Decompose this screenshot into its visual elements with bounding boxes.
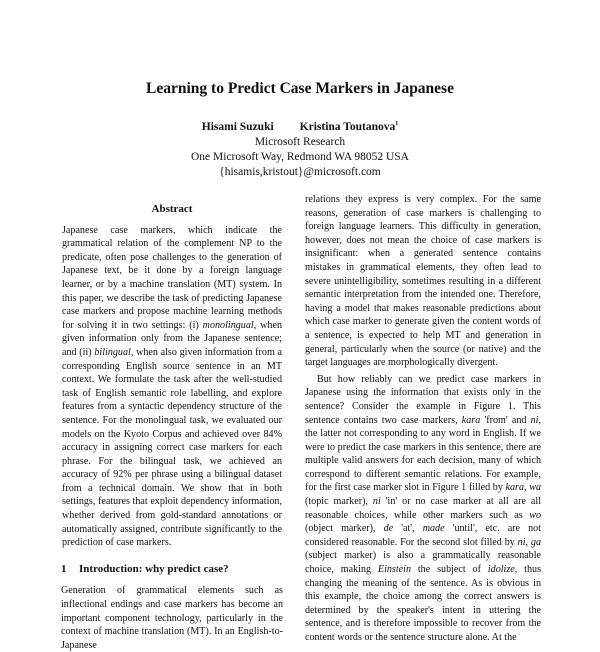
author-names bbox=[0, 117, 600, 135]
email: {hisamis,kristout}@microsoft.com bbox=[219, 165, 381, 178]
left-column bbox=[61, 203, 283, 652]
body-paragraph: relations they express is very complex. For the same reasons, generation of case markers is challenging to foreign language learners. This difficulty in generation, however, does not mean the choice of case markers is insignificant: when a generated sentence contains mistakes in grammatical elements, they often lead to severe unintelligibility, sometimes resulting in a different semantic interpretation from the intended one. Therefore, having a model that makes reasonable predictions about which case marker to generate given the content words of a sentence, is expected to help MT and generation in general, particularly when the source (or native) and the target languages are morphologically divergent. bbox=[305, 194, 541, 369]
author-name: Kristina Toutanova bbox=[299, 120, 396, 133]
section-number: 1 bbox=[61, 562, 67, 575]
author-block bbox=[0, 117, 600, 180]
affiliation: Microsoft Research bbox=[254, 135, 346, 148]
abstract-heading: Abstract bbox=[151, 203, 193, 215]
section-title: Introduction: why predict case? bbox=[79, 562, 229, 575]
author-name: Hisami Suzuki bbox=[201, 120, 274, 133]
abstract-text: Japanese case markers, which indicate the grammatical relation of the complement NP to the predicate, often pose challenges to the generation of Japanese text, be it done by a foreign language learner, or by a machine translation (MT) system. In this paper, we describe the task of predicting Japanese case markers and propose machine learning methods for solving it in two settings: (i) monolingual, when given information only from the Japanese sentence; and (ii) bilingual, when also given information from a corresponding English source sentence in an MT context. We formulate the task after the well-studied task of English semantic role labelling, and explore features from a syntactic dependency structure of the sentence. For the monolingual task, we evaluated our models on the Kyoto Corpus and achieved over 84% accuracy in assigning correct case markers for each phrase. For the bilingual task, we achieved an accuracy of 92% per phrase using a bilingual dataset from a technical domain. We show that in both settings, features that exploit dependency information, whether derived from gold-standard annotations or automatically assigned, contribute significantly to the prediction of case markers. bbox=[62, 224, 282, 549]
body-paragraph: But how reliably can we predict case markers in Japanese using the information that exists only in the sentence? Consider the example in Figure 1. This sentence contains two case markers, kara 'from' and ni, the latter not corresponding to any word in English. If we were to predict the case markers in this sentence, there are multiple valid answers for each decision, many of which correspond to different semantic relations. For example, for the first case marker slot in Figure 1 filled by kara, wa (topic marker), ni 'in' or no case marker at all are all reasonable choices, while other markers such as wo (object marker), de 'at', made 'until', etc. are not considered reasonable. For the second slot filled by ni, ga (subject marker) is also a grammatically reasonable choice, making Einstein the subject of idolize, thus changing the meaning of the sentence. As is obvious in this example, the choice among the correct answers is determined by the speaker's intent in uttering the sentence, and is therefore impossible to recover from the content words or the sentence structure alone. At the bbox=[305, 373, 542, 643]
address: One Microsoft Way, Redmond WA 98052 USA bbox=[191, 150, 409, 163]
section-heading bbox=[61, 563, 283, 577]
right-column bbox=[305, 193, 541, 645]
intro-paragraph: Generation of grammatical elements such as inflectional endings and case markers has become an important component technology, particularly in the context of machine translation (MT). In an English-to-Japanese bbox=[61, 585, 283, 651]
paper-title: Learning to Predict Case Markers in Japanese bbox=[146, 80, 454, 97]
footnote-mark: 1 bbox=[395, 121, 399, 127]
